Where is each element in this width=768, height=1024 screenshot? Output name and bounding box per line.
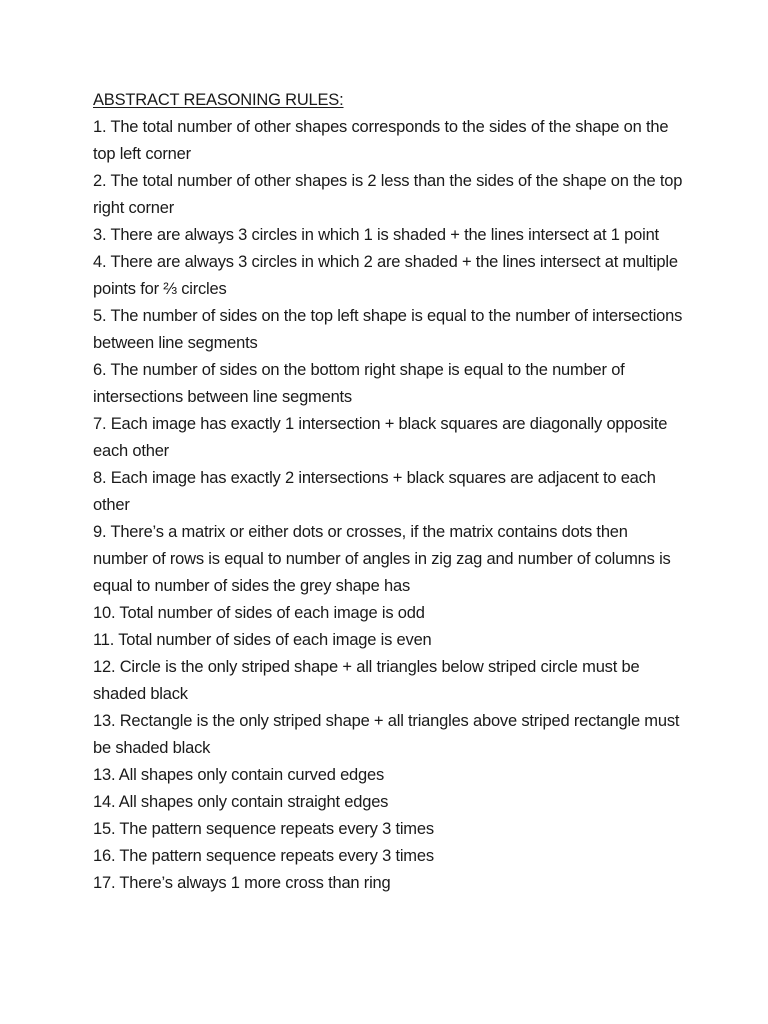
rule-item-13a: 13. Rectangle is the only striped shape + all triangles above striped rectangle must be shaded black [93, 712, 680, 757]
document-heading: ABSTRACT REASONING RULES: [93, 91, 344, 109]
rule-item-9: 9. There’s a matrix or either dots or crosses, if the matrix contains dots then number of rows is equal to number of angles in zig zag and number of columns is equal to number of sides the grey shape has [93, 523, 671, 595]
rule-item-4: 4. There are always 3 circles in which 2 are shaded + the lines intersect at multiple points for ⅔ circles [93, 253, 678, 298]
rule-item-2: 2. The total number of other shapes is 2 less than the sides of the shape on the top right corner [93, 172, 683, 217]
rule-item-16: 16. The pattern sequence repeats every 3 times [93, 847, 434, 865]
document-page [93, 87, 683, 897]
rule-item-13b: 13. All shapes only contain curved edges [93, 766, 385, 784]
rule-item-15: 15. The pattern sequence repeats every 3 times [93, 820, 434, 838]
rule-item-3: 3. There are always 3 circles in which 1 is shaded + the lines intersect at 1 point [93, 226, 659, 244]
rule-item-14: 14. All shapes only contain straight edges [93, 793, 389, 811]
rule-item-10: 10. Total number of sides of each image is odd [93, 604, 425, 622]
rule-item-7: 7. Each image has exactly 1 intersection + black squares are diagonally opposite each other [93, 415, 668, 460]
rule-item-1: 1. The total number of other shapes corresponds to the sides of the shape on the top left corner [93, 118, 669, 163]
rule-item-12: 12. Circle is the only striped shape + all triangles below striped circle must be shaded black [93, 658, 640, 703]
rule-item-5: 5. The number of sides on the top left shape is equal to the number of intersections between line segments [93, 307, 683, 352]
rule-item-8: 8. Each image has exactly 2 intersections + black squares are adjacent to each other [93, 469, 656, 514]
rules-list [93, 114, 683, 897]
rule-item-17: 17. There’s always 1 more cross than ring [93, 874, 391, 892]
rule-item-6: 6. The number of sides on the bottom right shape is equal to the number of intersections between line segments [93, 361, 625, 406]
rule-item-11: 11. Total number of sides of each image is even [93, 631, 432, 649]
